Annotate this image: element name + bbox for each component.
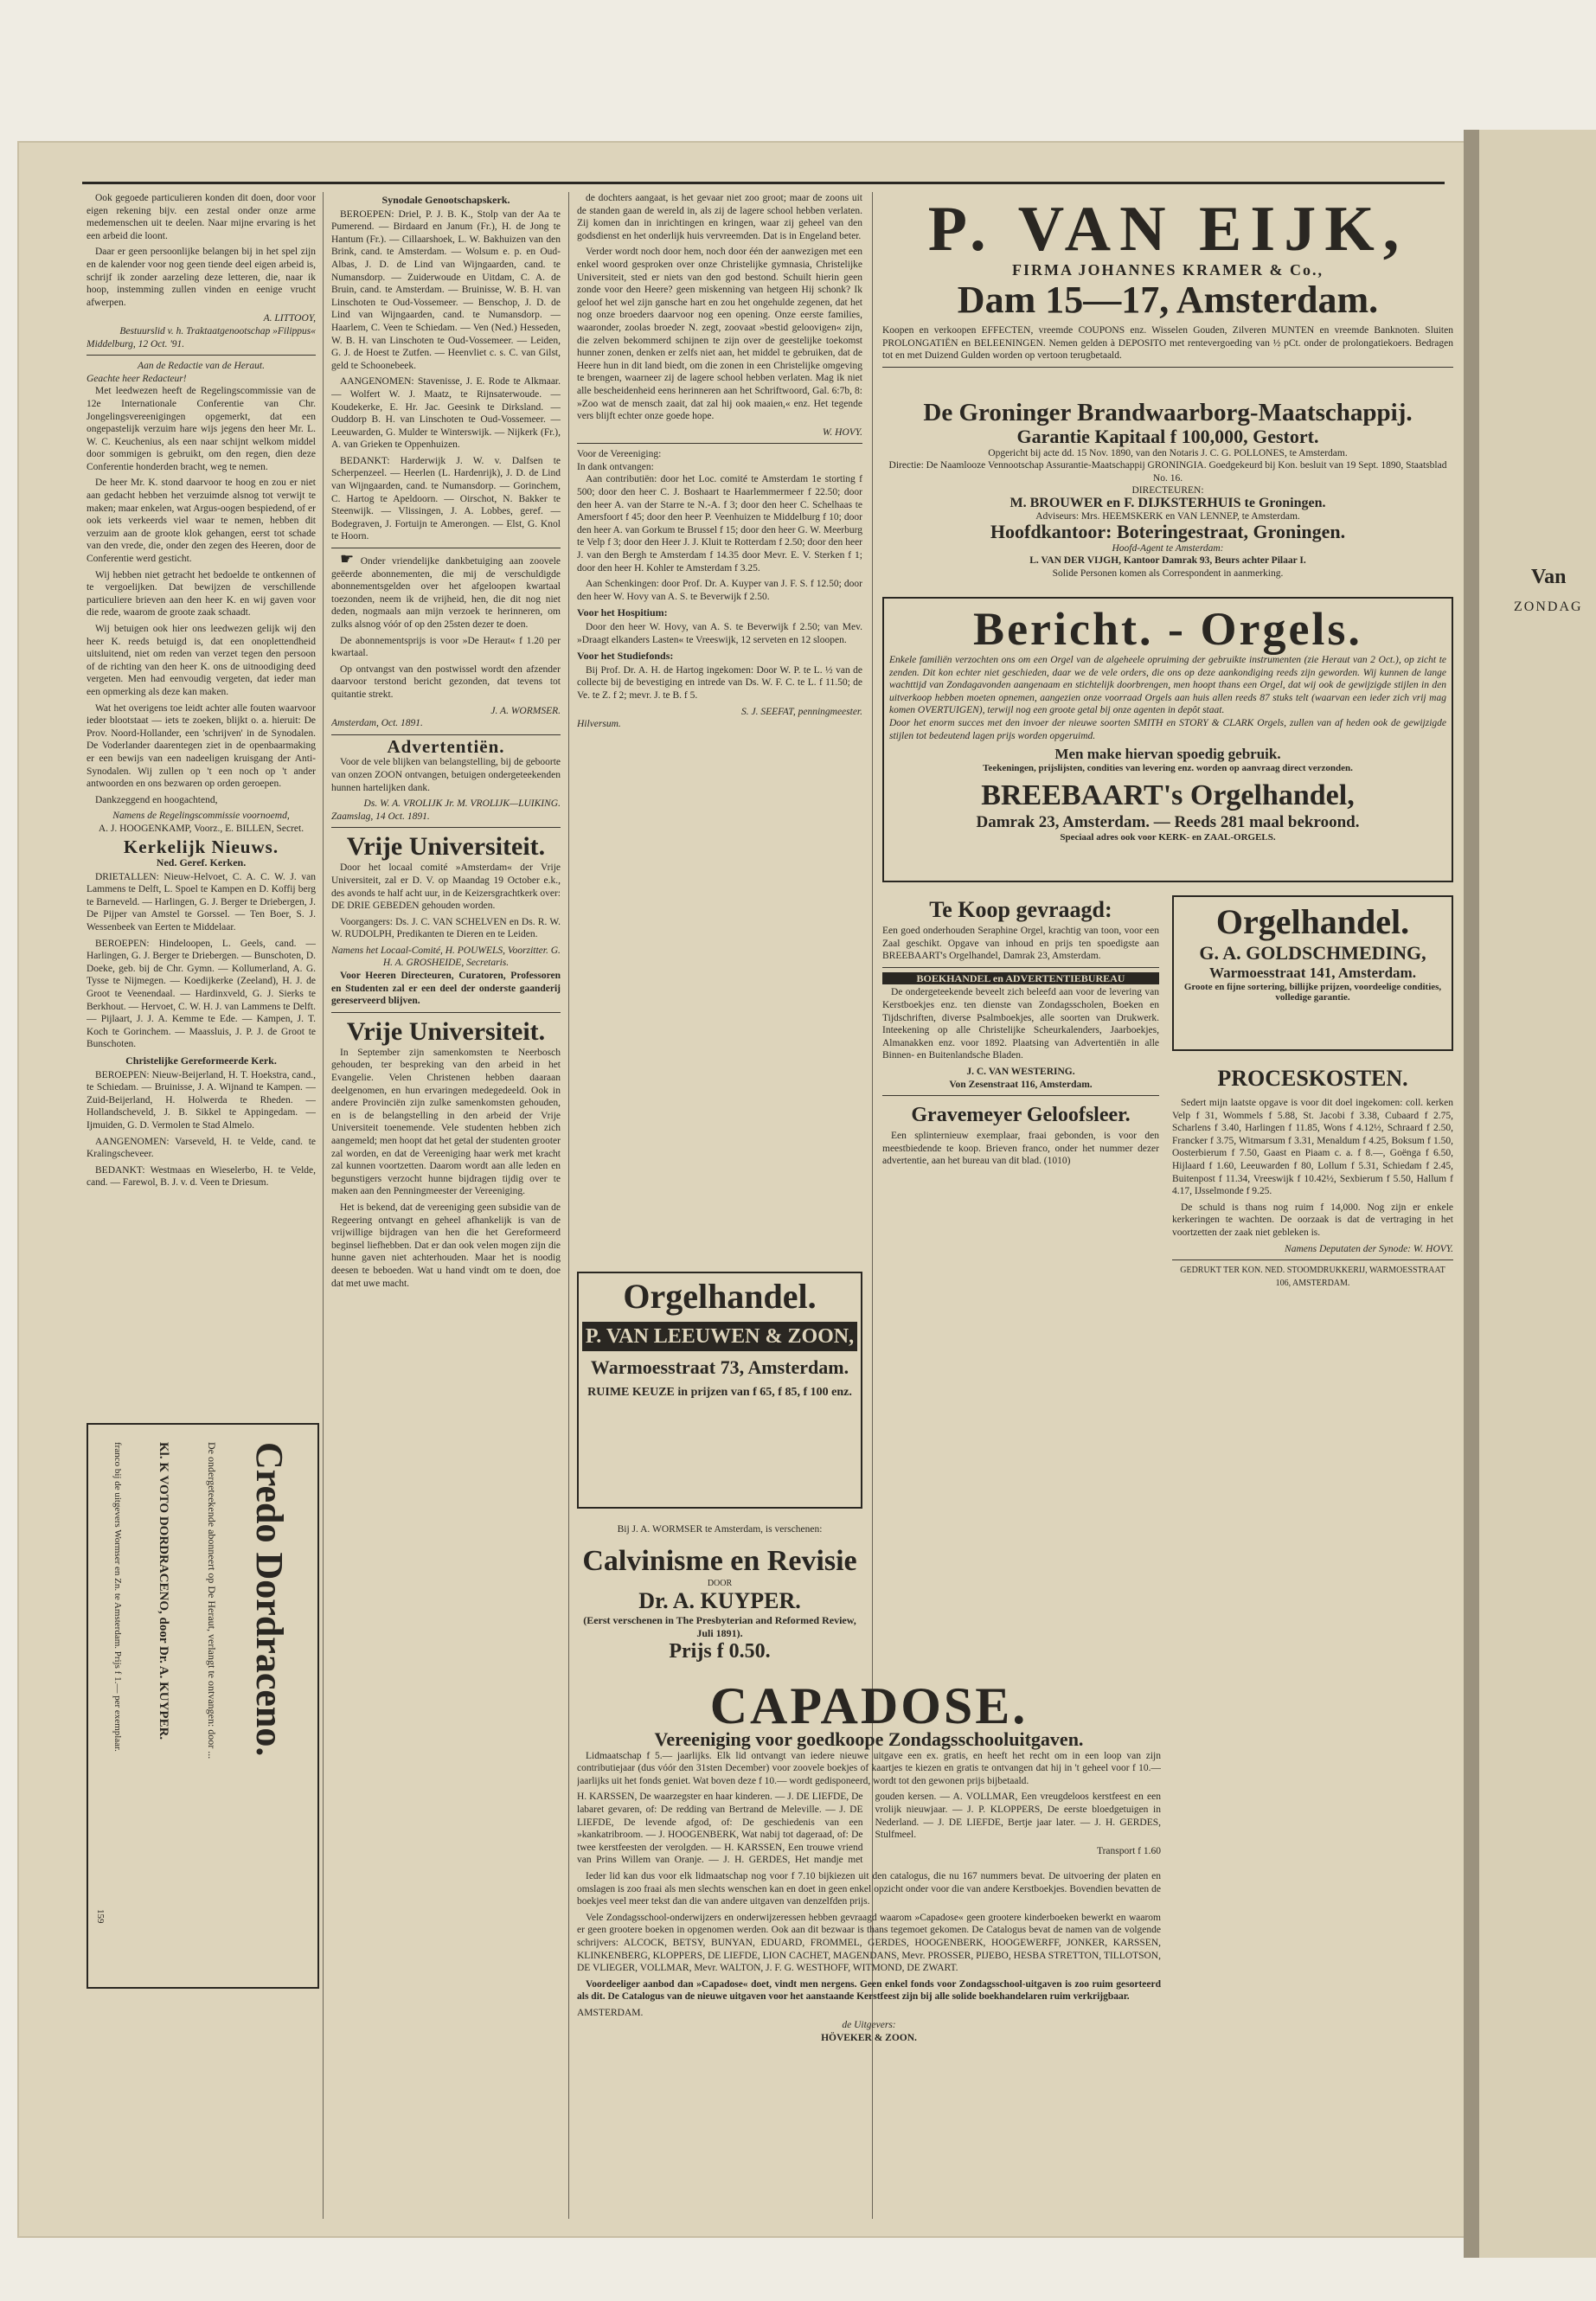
signature: Ds. W. A. VROLIJK Jr. M. VROLIJK—LUIKING. <box>363 798 561 810</box>
paragraph: Door het locaal comité »Amsterdam« der Vrije Universiteit, zal er D. V. op Maandag 19 October e.k., des avonds te half acht uur, in de Keizersgrachtkerk over: DE DRIE GEBEDEN gehouden worden. <box>331 862 561 912</box>
divider <box>882 367 1453 368</box>
subsection-intro: In dank ontvangen: <box>577 461 654 472</box>
ad-title: De Groninger Brandwaarborg-Maatschappij. <box>923 399 1413 426</box>
committee: Namens de Regelingscommissie voornoemd, <box>112 811 290 822</box>
ad-publisher: HÖVEKER & ZOON. <box>821 2033 917 2044</box>
dateline: Middelburg, 12 Oct. '91. <box>87 338 185 349</box>
paragraph: Een goed onderhouden Seraphine Orgel, krachtig van toon, voor een Zaal geschikt. Opgave van inhoud en prijs ten spoedigste aan BREEBAART's Orgelhandel, Damrak 23, Amsterdam. <box>882 926 1159 962</box>
ad-title: CAPADOSE. <box>709 1678 1029 1734</box>
capadose-ad <box>577 1678 1161 2189</box>
subsection-title: Voor het Studiefonds: <box>577 650 674 663</box>
paragraph: Bij Prof. Dr. A. H. de Hartog ingekomen: Door W. P. te L. ½ van de collecte bij de bevestiging en intrede van Ds. W. F. C. te L. f 11.50; de Ve. te Z. f 2; mevr. J. te B. f 5. <box>577 664 862 701</box>
paragraph: H. KARSSEN, De waarzegster en haar kinderen. — J. DE LIEFDE, De labaret gevaren, of: De redding van Bertrand de Meleville. — J. DE LIEFDE, De levende afgod, of: De geschiedenis van een »kankatribroom. — J. HOOGENBERK, Wat nabij tot dageraad, of: De twee kerstfeesten der verolgden. — H. KARSSEN, Een trouwe vriend van Prins Willem van Oranje. — J. H. GERDES, Het mandje met gouden kersen. — A. VOLLMAR, Een vreugdeloos kerstfeest en een vrolijk nieuwjaar. — J. P. KLOPPERS, De eerste bloedgetuigen in Nederland. — J. DE LIEFDE, Bertje jaar later. — J. H. GERDES, Stulfmeel. <box>577 1791 1161 1866</box>
ad-text: Opgericht bij acte dd. 15 Nov. 1890, van den Notaris J. C. G. POLLONES, te Amsterdam. <box>988 447 1348 458</box>
paragraph: Dankzeggend en hoogachtend, <box>95 794 218 805</box>
pointing-hand-icon: ☛ <box>340 550 355 568</box>
ad-note: (Eerst verschenen in The Presbyterian and Reformed Review, Juli 1891). <box>583 1614 856 1639</box>
paragraph: De ondergeteekende beveelt zich beleefd aan voor de levering van Kerstboekjes enz. ten dienste van Zondagsscholen, Boeken en Tijdschriften, diverse Psalmboekjes, alle soorten van Drukwerk. Inteekening op alle Christelijke Scheurkalenders, Jaarboekjes, Almanakken enz. voor 1892. Plaatsing van Advertentiën in alle Binnen- en Buitenlandsche Bladen. <box>882 987 1159 1061</box>
ad-title: Calvinisme en Revisie <box>582 1545 857 1577</box>
ad-text: Enkele familiën verzochten ons om een Orgel van de algeheele opruiming der gebruikte instrumenten (zie Heraut van 2 Oct.), op zicht te zenden. Dit kon echter niet geschieden, daar we de vele orders, die ons op deze aankondiging reeds zijn geworden. Wij kunnen de lange wachttijd van Zondagavonden aangenaam en stichtelijk doorbrengen, men hoopt thans een Orgel, dat wij ook de gewijzigde stijlen in den uitverkoop hebben moeten opnemen, aangezien onze voorraad Orgels aan huis allen reeds 87 stuks telt (waarvan een ieder zich vrij mag komen OVERTUIGEN), terwijl nog een groote getal bij onze agenten in depôt staat. <box>889 655 1446 716</box>
signature-role: Bestuurslid v. h. Traktaatgenootschap »Filippus« <box>119 325 316 336</box>
paragraph: Aan contributiën: door het Loc. comité te Amsterdam 1e storting f 500; door den heer C. J. Boshaart te Haarlemmermeer f 22.50; door den heer A. van der Starre te N.-A. f 3; door den heer C. Schelhaas te Amersfoort f 45; door den heer P. Veenhuizen te Middelburg f 10; door den heer A. van Gorkum te Brussel f 15; door den heer G. W. Meerburg te Velp f 3; door den Heer J. J. Kluit te Rotterdam f 2.50; door den heer J. van den Bergh te Amsterdam f 14.35 door Mevr. E. V. Sterken f 1; door den heer H. Kohler te Amsterdam f 3.25. <box>577 474 862 574</box>
divider <box>87 355 316 356</box>
paragraph: Voordeeliger aanbod dan »Capadose« doet, vindt men nergens. Geen enkel fonds voor Zondagsschool-uitgaven is zoo ruim gesorteerd als dit. De Catalogus van de nieuwe uitgaven voor het aanstaande Kerstfeest zijn bij alle solide boekhandelaren ruim verkrijgbaar. <box>577 1978 1161 2003</box>
ad-address: Warmoesstraat 141, Amsterdam. <box>1209 965 1416 981</box>
divider <box>577 443 862 444</box>
paragraph: DRIETALLEN: Nieuw-Helvoet, C. A. C. W. J. van Lammens te Delft, L. Spoel te Kampen en D. Koffij berg te Barneveld. — Harlingen, G. J. Berger te Driebergen, J. De Pijper van Amstel te Gorssel. — Ten Boer, S. J. Wessenbeek van Eerten te Middelaar. <box>87 871 316 933</box>
ad-firm: P. VAN LEEUWEN & ZOON, <box>582 1322 857 1351</box>
ad-firm: FIRMA JOHANNES KRAMER & Co., <box>1012 261 1324 279</box>
goldschmeding-ad <box>1172 895 1453 1051</box>
subsection-title: Voor de Vereeniging: <box>577 449 662 460</box>
ad-title: Te Koop gevraagd: <box>929 897 1112 922</box>
ad-agent: L. VAN DER VIJGH, Kantoor Damrak 93, Beurs achter Pilaar I. <box>1029 555 1306 567</box>
ad-note: Groote en fijne sortering, billijke prijzen, voordeelige condities, volledige garantie. <box>1183 982 1442 1003</box>
printer-note: GEDRUKT TER KON. NED. STOOMDRUKKERIJ, WARMOESSTRAAT 106, AMSTERDAM. <box>1180 1266 1445 1288</box>
paragraph: Ook gegoede particulieren konden dit doen, door voor eigen rekening bijv. een zestal onder onze arme medemenschen uit te deelen. Naar mijne ervaring is het een arbeid die loont. <box>87 193 316 241</box>
letter-greeting: Geachte heer Redacteur! <box>87 373 187 384</box>
paragraph: Ieder lid kan dus voor elk lidmaatschap nog voor f 7.10 bijkiezen uit den catalogus, die nu 167 nummers bevat. De uitvoering der platen en omslagen is zoo fraai als men slechts wenschen kan en doet in geen enkel opzicht onder voor die van andere Kerstboekjes. Bovendien bevatten de boekjes veel meer tekst dan die van andere uitgaven van denzelfden prijs. <box>577 1870 1161 1907</box>
divider <box>882 967 1159 968</box>
ad-subtitle: Vereeniging voor goedkoope Zondagsschooluitgaven. <box>654 1728 1084 1750</box>
adjacent-heading: Van <box>1531 566 1567 588</box>
ad-text: Door het enorm succes met den invoer der nieuwe soorten SMITH en STORY & CLARK Orgels, zullen van af heden ook de gewijzigde stijlen tot bedeutend lagen prijs worden opgeruimd. <box>889 717 1446 741</box>
section-title: Kerkelijk Nieuws. <box>123 836 279 857</box>
transport-line: Transport f 1.60 <box>1096 1845 1161 1856</box>
paragraph: De abonnementsprijs is voor »De Heraut« f 1.20 per kwartaal. <box>331 635 561 659</box>
paragraph: Wij betuigen ook hier ons leedwezen gelijk wij den heer K. reeds betuigd is, dat een onoplettendheid uitsluitend, niet om reden van verzet tegen den persoon of de richting van den heer K. ons de uitnoodiging deed vergeten. Men had eenvoudig vergeten, dat ieder man een opmerking als deze kan maken. <box>87 624 316 697</box>
dateline: Zaamslag, 14 Oct. 1891. <box>331 811 430 822</box>
adjacent-subheading: ZONDAG <box>1514 599 1583 614</box>
paragraph: AANGENOMEN: Varseveld, H. te Velde, cand. te Kralingscheveer. <box>87 1136 316 1160</box>
ad-author: Dr. A. KUYPER. <box>638 1588 801 1613</box>
ad-capital: Garantie Kapitaal f 100,000, Gestort. <box>1016 426 1319 447</box>
van-eijk-ad <box>882 192 1453 372</box>
paragraph: Wij hebben niet getracht het bedoelde te ontkennen of te vergoelijken. Dat bewijzen de verschillende particuliere brieven aan den heer K. en wij gaven voor die rede, waarom de groote zaak schaadt. <box>87 569 316 619</box>
paragraph: Voor Heeren Directeuren, Curatoren, Professoren en Studenten zal er een deel der onderste gaanderij gereserveerd blijven. <box>331 971 561 1007</box>
column-divider <box>323 192 324 2219</box>
paragraph: Door den heer W. Hovy, van A. S. te Beverwijk f 2.50; van Mev. »Draagt elkanders Lasten« te Vreeswijk, 12 serveten en 12 sloopen. <box>577 622 862 645</box>
proceskosten-section <box>1172 1064 1453 2180</box>
ad-note: Speciaal adres ook voor KERK- en ZAAL-ORGELS. <box>1060 832 1276 843</box>
paragraph: Vele Zondagsschool-onderwijzers en onderwijzeressen hebben gevraagd waarom »Capadose« geen grootere kinderboeken bewerkt en waarom er geen grootere boeken in opgenomen werden. Ook aan dit bezwaar is thans tegemoet gekomen. De Catalogus bevat de namen van de volgende schrijvers: ALCOCK, BETSY, BUNYAN, EDUARD, FROMMEL, GERDES, HOOGENBERK, HOOGEWERFF, JONKER, KARSSEN, KLINKENBERG, KLOPPERS, DE LIEFDE, LION CACHET, MAGENDANS, Mevr. PROSSER, PIJEBO, HESBA STRETTON, TILLOTSON, DE VLIEGER, VOLLMAR, Mevr. WALTON, J. F. G. WESTHOFF, WITMOND, DE ZWART. <box>577 1912 1161 1974</box>
divider <box>331 827 561 828</box>
paragraph: Met leedwezen heeft de Regelingscommissie van de 12e Internationale Conferentie van Chr. Jongelingsvereenigingen opgemerkt, dat een ongepastelijk verzuim hare wijs jegens den heer Mr. L. W. C. Keuchenius, als een naar schijnt welkom middel door sommigen is gebruikt, om den regen, dien deze Conferentie honderden bracht, weg te nemen. <box>87 386 316 472</box>
bericht-orgels-ad <box>882 597 1453 882</box>
ad-title: Gravemeyer Geloofsleer. <box>911 1104 1131 1127</box>
ad-title: Orgelhandel. <box>1215 902 1410 941</box>
signature: A. LITTOOY, <box>263 313 316 324</box>
paragraph: Voor de vele blijken van belangstelling, bij de geboorte van onzen ZOON ontvangen, betuigen ondergeteekenden hunnen hartelijken dank. <box>331 757 561 793</box>
subsection-title: Ned. Geref. Kerken. <box>156 856 247 869</box>
paragraph: Het is bekend, dat de vereeniging geen subsidie van de Regeering ontvangt en geheel afhankelijk is van de vrijwillige bijdragen van hen die het Gereformeerd beginsel liefhebben. Dat er dan ook velen mogen zijn die hunne gaven niet achterhouden. Maar het is noodig deesen te beboeden. Wat u hand vindt om te doen, doe dat met uwe macht. <box>331 1202 561 1289</box>
paragraph: De schuld is thans nog ruim f 14,000. Nog zijn er enkele kerkeringen te wachten. De oorzaak is dat de vertraging in het voortzetten der zaak niet gebleken is. <box>1172 1202 1453 1238</box>
calvinisme-ad <box>577 1544 862 1665</box>
paragraph: In September zijn samenkomsten te Neerbosch gehouden, ter bespreking van den arbeid in het Evangelie. Velen Christenen hebben daaraan deelgenomen, en hun ervaringen medegedeeld. Ook in andere Provinciën zijn zulke samenkomsten gehouden, en is de belangstelling in den arbeid der Vrije Universiteit toenemende. Vele studenten hebben zich aangemeld; men hoopt dat het getal der studenten grooter zal worden, en dat de Vereeniging haar werk met kracht zal kunnen voortzetten. Daarom wordt aan alle leden en begunstigers verzocht hunne bijdragen tijdig over te maken aan den Penningmeester der Vereeniging. <box>331 1047 561 1197</box>
paragraph: Aan Schenkingen: door Prof. Dr. A. Kuyper van J. F. S. f 12.50; door den heer W. Hovy van A. S. te Beverwijk f 2.50. <box>577 579 862 602</box>
order-form-number: 159 <box>95 1909 106 1924</box>
ad-title: Bericht. - Orgels. <box>973 603 1362 655</box>
ad-label: de Uitgevers: <box>842 2020 896 2031</box>
book-list <box>577 1791 1161 1867</box>
committee-names: A. J. HOOGENKAMP, Voorz., E. BILLEN, Secret. <box>98 823 304 834</box>
ad-cta: Men make hiervan spoedig gebruik. <box>1054 746 1281 763</box>
page-gutter <box>1464 130 1479 2258</box>
ad-price: Prijs f 0.50. <box>669 1640 771 1663</box>
paragraph: BEDANKT: Westmaas en Wieselerbo, H. te Velde, cand. — Farewol, B. J. v. d. Veen te Driesum. <box>87 1164 316 1189</box>
section-title: Synodale Genootschapskerk. <box>381 194 510 206</box>
order-form-book: Kl. K VOTO DORDRACENO, door Dr. A. KUYPER. <box>157 1442 170 1740</box>
ad-firm: G. A. GOLDSCHMEDING, <box>1199 942 1426 964</box>
ad-text: Solide Personen komen als Correspondent in aanmerking. <box>1052 567 1284 579</box>
column-1 <box>87 192 316 1410</box>
signature: Namens het Locaal-Comité, H. POUWELS, Voorzitter. G. H. A. GROSHEIDE, Secretaris. <box>331 945 561 969</box>
ad-place: AMSTERDAM. <box>577 2007 644 2018</box>
paragraph: BEDANKT: Harderwijk J. W. v. Dalfsen te Scherpenzeel. — Heerlen (L. Hardenrijk), J. D. de Lind van Wijngaarden, cand. te Numansdorp. — Gorinchem, C. Hartog te Apeldoorn. — Oirschot, N. Bakker te Steenwijk. — Vlissingen, J. A. Lobbes, geref. — Bodegraven, J. Fortuijn te Amerongen. — Elst, G. Knol te Hoorn. <box>331 455 561 542</box>
letter-address: Aan de Redactie van de Heraut. <box>138 361 265 372</box>
signature: W. HOVY. <box>822 426 862 438</box>
subsection-title: Voor het Hospitium: <box>577 606 668 619</box>
paragraph: Een splinternieuw exemplaar, fraai gebonden, is voor den meestbiedende te koop. Brieven franco, onder het nummer dezer advertentie, aan het bureau van dit blad. (1010) <box>882 1131 1159 1167</box>
paragraph: BEROEPEN: Hindeloopen, L. Geels, cand. — Harlingen, G. J. Berger te Driebergen. — Bunschoten, D. Doeke, geb. bij de Chr. Gymn. — Kollumerland, A. G. Tysse te Nijmegen. — Koedijkerke (Zeeland), H. J. de Groot te Veenendaal. — Hardinxveld, G. J. Sierks te Berkhout. — Hervoet, C. W. H. J. van Lammens te Delft. — Pijlaart, J. J. A. Kemme te Ede. — Kampen, J. T. Koch te Gorinchem. — Maassluis, J. P. J. de Groot te Bunschoten. <box>87 938 316 1050</box>
dateline: Amsterdam, Oct. 1891. <box>331 718 423 729</box>
column-3 <box>577 192 862 1267</box>
column-divider <box>568 192 569 2219</box>
paragraph: BEROEPEN: Driel, P. J. B. K., Stolp van der Aa te Pumerend. — Birdaard en Janum (Fr.), H. de Jong te Hantum (Fr.). — Cillaarshoek, L. W. Bakhuizen van den Brink, cand. te Amsterdam. — Wolsum e. p. en Oud-Albas, J. D. de Lind van Wijngaarden, cand. te Numansdorp. — Zuiderwoude en Uitdam, C. A. de Bruin, cand. te Amsterdam. — Bruinisse, W. B. H. van Linschoten te Oud-Vossemeer. — Benschop, J. D. de Lind van Wijngaarden, cand. te Numansdorp. — Haarlem, C. Veen te Schiedam. — Ven (Ned.) Hesseden, W. B. H. van Linschoten te Oud-Vossemeer. — Leiden, G. J. de Hoest te Zutfen. — Heenvliet c. s. C. van Gilst, geld te Schoonebeek. <box>331 208 561 371</box>
paragraph <box>331 550 561 631</box>
ad-address: Warmoesstraat 73, Amsterdam. <box>590 1356 849 1378</box>
ad-text: Directie: De Naamlooze Vennootschap Assurantie-Maatschappij GRONINGIA. Goedgekeurd bij Kon. besluit van 19 Sept. 1890, Staatsblad No. 16. <box>888 460 1447 484</box>
ad-title: P. VAN EIJK, <box>927 194 1408 265</box>
paragraph: AANGENOMEN: Stavenisse, J. E. Rode te Alkmaar. — Wolfert W. J. Maatz, te Rijnsaterwoude. — Koudekerke, E. Hr. Jac. Geesink te Dirksland. — Ouddorp B. H. van Linschoten te Oud-Vossemeer. — Leeuwarden, G. Mulder te Winterswijk. — Nijkerk (Fr.), A. van Grieken te Oppenhuizen. <box>331 376 561 451</box>
divider <box>1172 1259 1453 1260</box>
ad-title: Orgelhandel. <box>623 1277 817 1316</box>
signature: Namens Deputaten der Synode: W. HOVY. <box>1285 1243 1453 1254</box>
top-rule <box>82 182 1445 184</box>
ad-title: Vrije Universiteit. <box>346 1016 546 1046</box>
order-form-note: franco bij de uitgevers Wormser en Zn. te Amsterdam. Prijs f 1.— per exemplaar. <box>112 1442 123 1752</box>
ad-text: Adviseurs: Mrs. HEEMSKERK en VAN LENNEP, te Amsterdam. <box>1035 510 1300 522</box>
paragraph: Lidmaatschap f 5.— jaarlijks. Elk lid ontvangt van iedere nieuwe uitgave een ex. gratis, en heeft het recht om in een loop van zijn contributiejaar (dus vóór den 31sten December) voor zoovele boekjes of kaartjes te kiezen en gratis te ontvangen dat hij in 't geheel voor f 10.— jaarlijks uit het fonds geniet. Wat boven deze f 10.— wordt gedisponeerd, wordt tot den gewonen prijs bijbetaald. <box>577 1750 1161 1786</box>
column-4-left <box>882 895 1159 1605</box>
ad-sign: J. C. VAN WESTERING. <box>966 1066 1075 1077</box>
ad-address: Damrak 23, Amsterdam. — Reeds 281 maal bekroond. <box>976 813 1360 832</box>
paragraph: De heer Mr. K. stond daarvoor te hoog en zou er niet aan gedacht hebben het verzuimde alsnog tot verwijt te maken; maar enkelen, wat Argus-oogen bespiedend, of er ook iets verkeerds viel waar te nemen, hebben dit verzuim aan de groote klok gehangen, eerst tot schade van den vrede, die, onder den zegen des Heeren, door de Conferentie werd gesticht. <box>87 478 316 565</box>
notice-text: Onder vriendelijke dankbetuiging aan zoovele geëerde abonnementen, die mij de verschuldigde abonnementsgelden over het afgeloopen kwartaal toezonden, neem ik de vrijheid, hen, die dit nog niet deden, nogmaals aan mijn verzoek te herinneren, om zulks alsnog vóór of op den 25sten dezer te doen. <box>331 556 561 630</box>
ad-directors: M. BROUWER en F. DIJKSTERHUIS te Groningen. <box>1010 495 1326 510</box>
paragraph: Voorgangers: Ds. J. C. VAN SCHELVEN en Ds. R. W. W. RUDOLPH, Predikanten te Dieren en te Leiden. <box>331 916 561 940</box>
paragraph: BEROEPEN: Nieuw-Beijerland, H. T. Hoekstra, cand., te Schiedam. — Bruinisse, J. A. Wijnand te Kampen. — Zuid-Beijerland, H. Holwerda te Rheden. — Hollandscheveld, J. B. Sikkel te Appingedam. — Ijmuiden, G. D. Vermolen te Stad Almelo. <box>87 1069 316 1131</box>
column-2 <box>331 192 561 2227</box>
ad-small: Teekeningen, prijslijsten, condities van levering enz. worden op aanvraag direct verzonden. <box>983 763 1353 774</box>
ad-title: BOEKHANDEL en ADVERTENTIEBUREAU <box>882 972 1159 985</box>
order-form-title: Credo Dordraceno. <box>248 1442 291 1757</box>
ad-title: Vrije Universiteit. <box>346 832 546 862</box>
divider <box>882 1095 1159 1096</box>
ad-label: DIRECTEUREN: <box>1131 485 1204 497</box>
paragraph: Wat het overigens toe leidt achter alle fouten waarvoor ieder blootstaat — iets te zoeken, blijkt o. a. hieruit: De Prov. Noord-Hollander, een 'schrijven' in de Synodalen. De Voderlander daarentegen ziet in de openbaarmaking er een bewijs van een nadeeligen kruisgang der Anti-Synodalen. Wij zullen op 't een noch op 't ander antwoorden en ons bezwaren op orden geroepen. <box>87 702 316 790</box>
signature: J. A. WORMSER. <box>490 705 561 716</box>
ad-address: Dam 15—17, Amsterdam. <box>957 279 1379 321</box>
orgelhandel-ad <box>577 1272 862 1514</box>
divider <box>331 734 561 735</box>
paragraph: Daar er geen persoonlijke belangen bij in het spel zijn en de kalender voor nog geen tiende deel eigen arbeid is, schrijf ik zonder aarzeling deze letteren, die, naar ik hoop, instemming zullen vinden en eenige vrucht afwerpen. <box>87 247 316 308</box>
ad-label: Hoofd-Agent te Amsterdam: <box>1112 542 1224 554</box>
section-title: PROCESKOSTEN. <box>1217 1066 1408 1091</box>
order-form-text: De ondergeteekende abonneert op De Heraut, verlangt te ontvangen: door ... <box>206 1442 218 1759</box>
subsection-title: Christelijke Gereformeerde Kerk. <box>125 1054 277 1067</box>
ad-address: Von Zesenstraat 116, Amsterdam. <box>949 1079 1093 1090</box>
paragraph: Verder wordt noch door hem, noch door één der aanwezigen met een enkel woord gesproken over onze Christelijke gymnasia, Christelijke Universiteit, sted er niets van den god bestond. Schuilt hierin geen zonde voor den Heere? geen miskenning van hetgeen Hij schonk? Ik geloof het wel zijn gansche hart en zou het ongehulde zegenen, dat het nog onze broeders daarvoor nog een opening. Onze eerste families, waaronder, zoolas broeder N. zegt, zoovaat »bestid geloovigen« zijn, die zelven bekommerd schijnen te zijn over de geestelijke toekomst hunner zonen, denken er zelfs niet aan, het middel te gebruiken, dat de Heere hun in dit land biedt, om die zonen in een Christelijke omgeving te brengen, waarneer zij de lagere school hebben verlaten. Mag ik niet alle bescheidenheid eens herinneren aan het Schriftwoord, Gal. 6:7b, 8: »Zoo wat de mensch zaait, dat zal hij ook maaien,« enz. Het tegende vers blijft echter onze goede hope. <box>577 247 862 422</box>
signature: S. J. SEEFAT, penningmeester. <box>741 706 862 717</box>
publication-note: Bij J. A. WORMSER te Amsterdam, is verschenen: <box>617 1524 823 1535</box>
paragraph: de dochters aangaat, is het gevaar niet zoo groot; maar de zoons uit de standen gaan de wereld in, als zij de lagere school hebben verlaten. Zij komen dan in inrichtingen en kringen, waar zij geheel van den godsdienst en het onderlijk huis vervreemden. Dat is in Engeland beter. <box>577 193 862 241</box>
paragraph: Op ontvangst van den postwissel wordt den afzender daarvoor terstond bericht gezonden, dat tevens tot quitantie strekt. <box>331 663 561 700</box>
ad-door: DOOR <box>707 1579 733 1588</box>
ad-text: Koopen en verkoopen EFFECTEN, vreemde COUPONS enz. Wisselen Gouden, Zilveren MUNTEN en vreemde Banknoten. Sluiten PROLONGATIËN en BELEENINGEN. Nemen gelden à DEPOSITO met rentevergoeding van ½ pCt. onder de prolongatiekoers. Bedragen tot en met Duizend Gulden worden op vertoon terugbetaald. <box>882 325 1453 362</box>
ad-prices: RUIME KEUZE in prijzen van f 65, f 85, f 100 enz. <box>587 1386 852 1399</box>
groninger-ad <box>882 398 1453 580</box>
ad-office: Hoofdkantoor: Boteringestraat, Groningen. <box>990 521 1346 543</box>
order-form-box <box>87 1423 319 1989</box>
section-title: Advertentiën. <box>387 735 505 757</box>
dateline: Hilversum. <box>577 719 621 730</box>
ad-firm: BREEBAART's Orgelhandel, <box>981 779 1355 812</box>
divider <box>331 1012 561 1013</box>
paragraph: Sedert mijn laatste opgave is voor dit doel ingekomen: coll. kerken Velp f 31, Wommels f 5.88, St. Jacobi f 3.38, Cubaard f 2.75, Scharlens f 3.40, Harlingen f 11.85, Wons f 4.12½, Schraard f 2.50, Francker f 3.75, Witmarsum f 3.31, Menaldum f 4.25, Boksum f 1.50, Oosterbierum f 7.50, Gaast en Piaam c. a. f 8.—, Goënga f 6.50, Hijlaard f 1.60, Leeuwarden f 80, Lollum f 5.31, Schiedam f 2.45, Buitenpost f 11.34, Vreeswijk f 10.42½, Sexbierum f 5.50, Hallum f 4.17, IJsselmonde f 9.25. <box>1172 1098 1453 1197</box>
adjacent-page <box>1479 130 1596 2258</box>
